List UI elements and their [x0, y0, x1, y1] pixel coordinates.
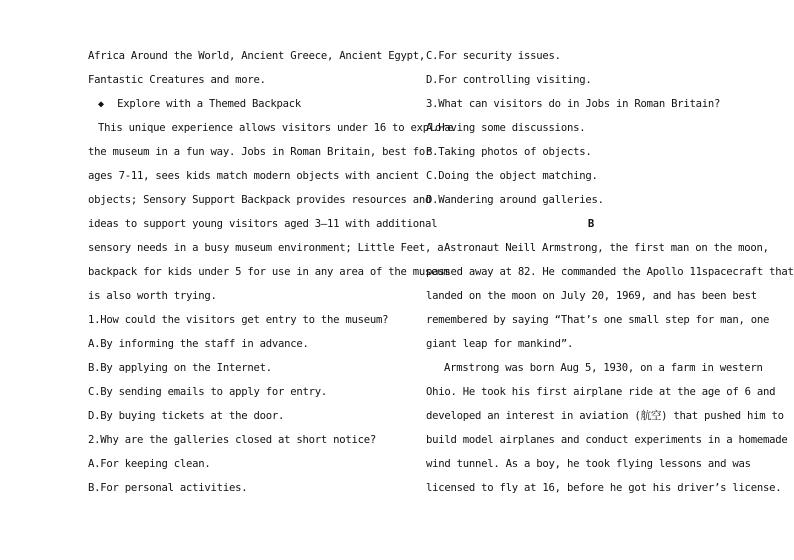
question-2: 2.Why are the galleries closed at short notice? — [88, 434, 377, 446]
paragraph-line: This unique experience allows visitors under 16 to explore — [98, 122, 454, 134]
paragraph-line: landed on the moon on July 20, 1969, and has been best — [426, 290, 757, 302]
answer-option: B.Taking photos of objects. — [426, 146, 592, 158]
paragraph-line: passed away at 82. He commanded the Apollo 11spacecraft that — [426, 266, 794, 278]
bullet-heading: Explore with a Themed Backpack — [117, 98, 301, 110]
paragraph-line: ages 7-11, sees kids match modern objects with ancient — [88, 170, 419, 182]
paragraph-line: Astronaut Neill Armstrong, the first man on the moon, — [444, 242, 769, 254]
section-label: B — [587, 218, 595, 230]
answer-option: A.Having some discussions. — [426, 122, 586, 134]
paragraph-line: objects; Sensory Support Backpack provides resources and — [88, 194, 432, 206]
answer-option: C.By sending emails to apply for entry. — [88, 386, 327, 398]
paragraph-line: giant leap for mankind”. — [426, 338, 574, 350]
paragraph-line: sensory needs in a busy museum environment; Little Feet, a — [88, 242, 444, 254]
answer-option: D.For controlling visiting. — [426, 74, 592, 86]
paragraph-line: is also worth trying. — [88, 290, 217, 302]
answer-option: A.By informing the staff in advance. — [88, 338, 309, 350]
paragraph-line: Ohio. He took his first airplane ride at the age of 6 and — [426, 386, 776, 398]
question-1: 1.How could the visitors get entry to the museum? — [88, 314, 389, 326]
answer-option: B.For personal activities. — [88, 482, 248, 494]
right-column — [426, 44, 794, 500]
answer-option: C.Doing the object matching. — [426, 170, 598, 182]
answer-option: D.By buying tickets at the door. — [88, 410, 285, 422]
question-3: 3.What can visitors do in Jobs in Roman Britain? — [426, 98, 721, 110]
left-column — [88, 44, 454, 500]
paragraph-line: build model airplanes and conduct experiments in a homemade — [426, 434, 788, 446]
paragraph-line: licensed to fly at 16, before he got his driver’s license. — [426, 482, 782, 494]
paragraph-line: developed an interest in aviation (航空) that pushed him to — [426, 410, 784, 422]
paragraph-line: Armstrong was born Aug 5, 1930, on a farm in western — [444, 362, 763, 374]
intro-line: Africa Around the World, Ancient Greece, Ancient Egypt, — [88, 50, 426, 62]
diamond-bullet-icon: ◆ — [98, 99, 104, 110]
intro-line: Fantastic Creatures and more. — [88, 74, 266, 86]
paragraph-line: ideas to support young visitors aged 3–11 with additional — [88, 218, 438, 230]
paragraph-line: remembered by saying “That’s one small step for man, one — [426, 314, 770, 326]
paragraph-line: wind tunnel. As a boy, he took flying lessons and was — [426, 458, 751, 470]
paragraph-line: the museum in a fun way. Jobs in Roman Britain, best for — [88, 146, 432, 158]
answer-option: A.For keeping clean. — [88, 458, 211, 470]
paragraph-line: backpack for kids under 5 for use in any area of the museum — [88, 266, 450, 278]
answer-option: D.Wandering around galleries. — [426, 194, 604, 206]
answer-option: B.By applying on the Internet. — [88, 362, 272, 374]
answer-option: C.For security issues. — [426, 50, 561, 62]
bullet-heading-row — [88, 92, 418, 116]
